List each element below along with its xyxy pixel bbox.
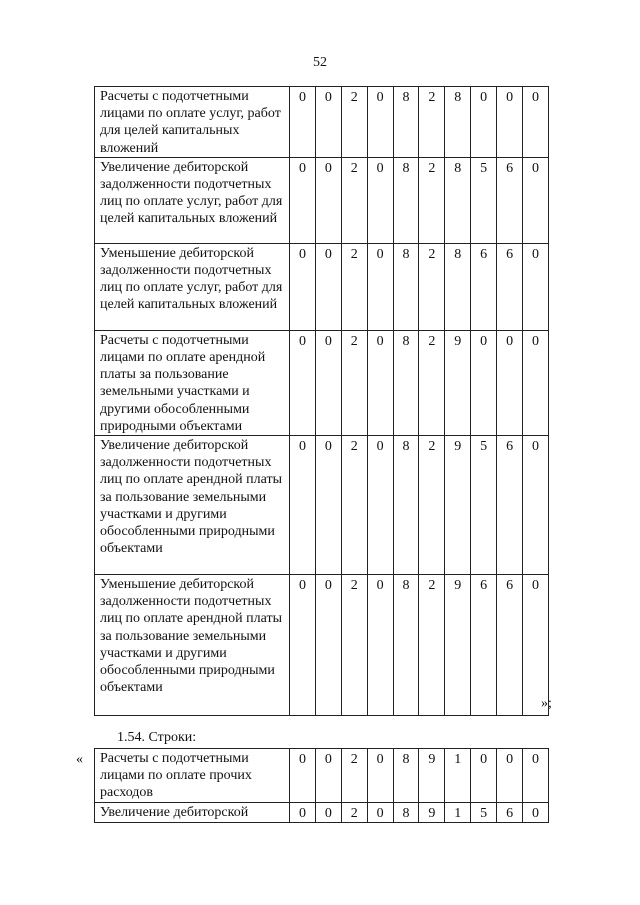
code-digit: 9 bbox=[419, 802, 445, 822]
code-digit: 0 bbox=[367, 157, 393, 243]
code-digit: 0 bbox=[497, 330, 523, 435]
code-digit: 8 bbox=[393, 157, 419, 243]
table-row bbox=[95, 436, 549, 575]
code-digit: 0 bbox=[315, 749, 341, 803]
table-row bbox=[95, 802, 549, 822]
code-digit: 0 bbox=[367, 87, 393, 158]
code-digit: 0 bbox=[523, 87, 549, 158]
code-digit: 0 bbox=[523, 157, 549, 243]
code-digit: 0 bbox=[315, 802, 341, 822]
code-digit: 9 bbox=[445, 330, 471, 435]
code-digit: 9 bbox=[445, 436, 471, 575]
code-digit: 6 bbox=[497, 802, 523, 822]
code-digit: 0 bbox=[367, 243, 393, 330]
table-row bbox=[95, 157, 549, 243]
account-code-table bbox=[94, 748, 549, 823]
code-digit: 0 bbox=[290, 575, 316, 716]
code-digit: 2 bbox=[419, 436, 445, 575]
code-digit: 9 bbox=[419, 749, 445, 803]
code-digit: 0 bbox=[497, 749, 523, 803]
code-digit: 0 bbox=[497, 87, 523, 158]
code-digit: 2 bbox=[341, 87, 367, 158]
code-digit: 2 bbox=[419, 330, 445, 435]
code-digit: 2 bbox=[419, 157, 445, 243]
code-digit: 2 bbox=[341, 749, 367, 803]
code-digit: 0 bbox=[315, 157, 341, 243]
code-digit: 6 bbox=[471, 243, 497, 330]
code-digit: 0 bbox=[471, 749, 497, 803]
row-label: Расчеты с подотчетными лицами по оплате арендной платы за пользование земельными участками и другими обособленными природными объектами bbox=[95, 330, 290, 435]
section-heading: 1.54. Строки: bbox=[117, 730, 197, 745]
code-digit: 8 bbox=[393, 87, 419, 158]
code-digit: 0 bbox=[367, 575, 393, 716]
opening-quote-mark: « bbox=[76, 752, 83, 767]
row-label: Увеличение дебиторской bbox=[95, 802, 290, 822]
row-label: Расчеты с подотчетными лицами по оплате прочих расходов bbox=[95, 749, 290, 803]
code-digit: 8 bbox=[393, 330, 419, 435]
code-digit: 2 bbox=[341, 802, 367, 822]
code-digit: 6 bbox=[497, 436, 523, 575]
code-digit: 0 bbox=[290, 330, 316, 435]
code-digit: 0 bbox=[290, 157, 316, 243]
code-digit: 0 bbox=[367, 802, 393, 822]
code-digit: 6 bbox=[497, 157, 523, 243]
code-digit: 0 bbox=[290, 436, 316, 575]
code-digit: 0 bbox=[523, 330, 549, 435]
code-digit: 1 bbox=[445, 749, 471, 803]
row-label: Уменьшение дебиторской задолженности подотчетных лиц по оплате услуг, работ для целей капитальных вложений bbox=[95, 243, 290, 330]
code-digit: 8 bbox=[393, 436, 419, 575]
code-digit: 8 bbox=[445, 243, 471, 330]
table-row bbox=[95, 749, 549, 803]
code-digit: 0 bbox=[523, 575, 549, 716]
code-digit: 2 bbox=[419, 243, 445, 330]
code-digit: 0 bbox=[290, 87, 316, 158]
table-row bbox=[95, 243, 549, 330]
code-digit: 9 bbox=[445, 575, 471, 716]
code-digit: 0 bbox=[315, 243, 341, 330]
table-row bbox=[95, 87, 549, 158]
code-digit: 0 bbox=[315, 330, 341, 435]
code-digit: 0 bbox=[523, 436, 549, 575]
code-digit: 8 bbox=[445, 87, 471, 158]
row-label: Увеличение дебиторской задолженности подотчетных лиц по оплате арендной платы за пользование земельными участками и другими обособленными природными объектами bbox=[95, 436, 290, 575]
code-digit: 0 bbox=[471, 87, 497, 158]
code-digit: 0 bbox=[523, 243, 549, 330]
code-digit: 0 bbox=[367, 330, 393, 435]
code-digit: 5 bbox=[471, 436, 497, 575]
page-number: 52 bbox=[313, 55, 327, 70]
code-digit: 2 bbox=[419, 575, 445, 716]
code-digit: 8 bbox=[393, 243, 419, 330]
row-label: Увеличение дебиторской задолженности подотчетных лиц по оплате услуг, работ для целей капитальных вложений bbox=[95, 157, 290, 243]
closing-quote-mark: »; bbox=[541, 696, 552, 711]
code-digit: 2 bbox=[341, 330, 367, 435]
code-digit: 8 bbox=[393, 575, 419, 716]
code-digit: 0 bbox=[471, 330, 497, 435]
code-digit: 1 bbox=[445, 802, 471, 822]
account-code-table bbox=[94, 86, 549, 716]
row-label: Расчеты с подотчетными лицами по оплате услуг, работ для целей капитальных вложений bbox=[95, 87, 290, 158]
code-digit: 2 bbox=[341, 243, 367, 330]
code-digit: 6 bbox=[497, 575, 523, 716]
code-digit: 8 bbox=[445, 157, 471, 243]
code-digit: 0 bbox=[315, 436, 341, 575]
code-digit: 5 bbox=[471, 157, 497, 243]
table-row bbox=[95, 575, 549, 716]
code-digit: 0 bbox=[367, 436, 393, 575]
code-digit: 0 bbox=[315, 575, 341, 716]
code-digit: 0 bbox=[367, 749, 393, 803]
code-digit: 5 bbox=[471, 802, 497, 822]
code-digit: 0 bbox=[290, 243, 316, 330]
code-digit: 0 bbox=[290, 802, 316, 822]
code-digit: 6 bbox=[497, 243, 523, 330]
code-digit: 0 bbox=[523, 802, 549, 822]
code-digit: 0 bbox=[523, 749, 549, 803]
code-digit: 8 bbox=[393, 802, 419, 822]
code-digit: 0 bbox=[315, 87, 341, 158]
code-digit: 2 bbox=[419, 87, 445, 158]
code-digit: 0 bbox=[290, 749, 316, 803]
code-digit: 8 bbox=[393, 749, 419, 803]
code-digit: 2 bbox=[341, 157, 367, 243]
code-digit: 2 bbox=[341, 436, 367, 575]
code-digit: 2 bbox=[341, 575, 367, 716]
row-label: Уменьшение дебиторской задолженности подотчетных лиц по оплате арендной платы за пользование земельными участками и другими обособленными природными объектами bbox=[95, 575, 290, 716]
code-digit: 6 bbox=[471, 575, 497, 716]
table-row bbox=[95, 330, 549, 435]
